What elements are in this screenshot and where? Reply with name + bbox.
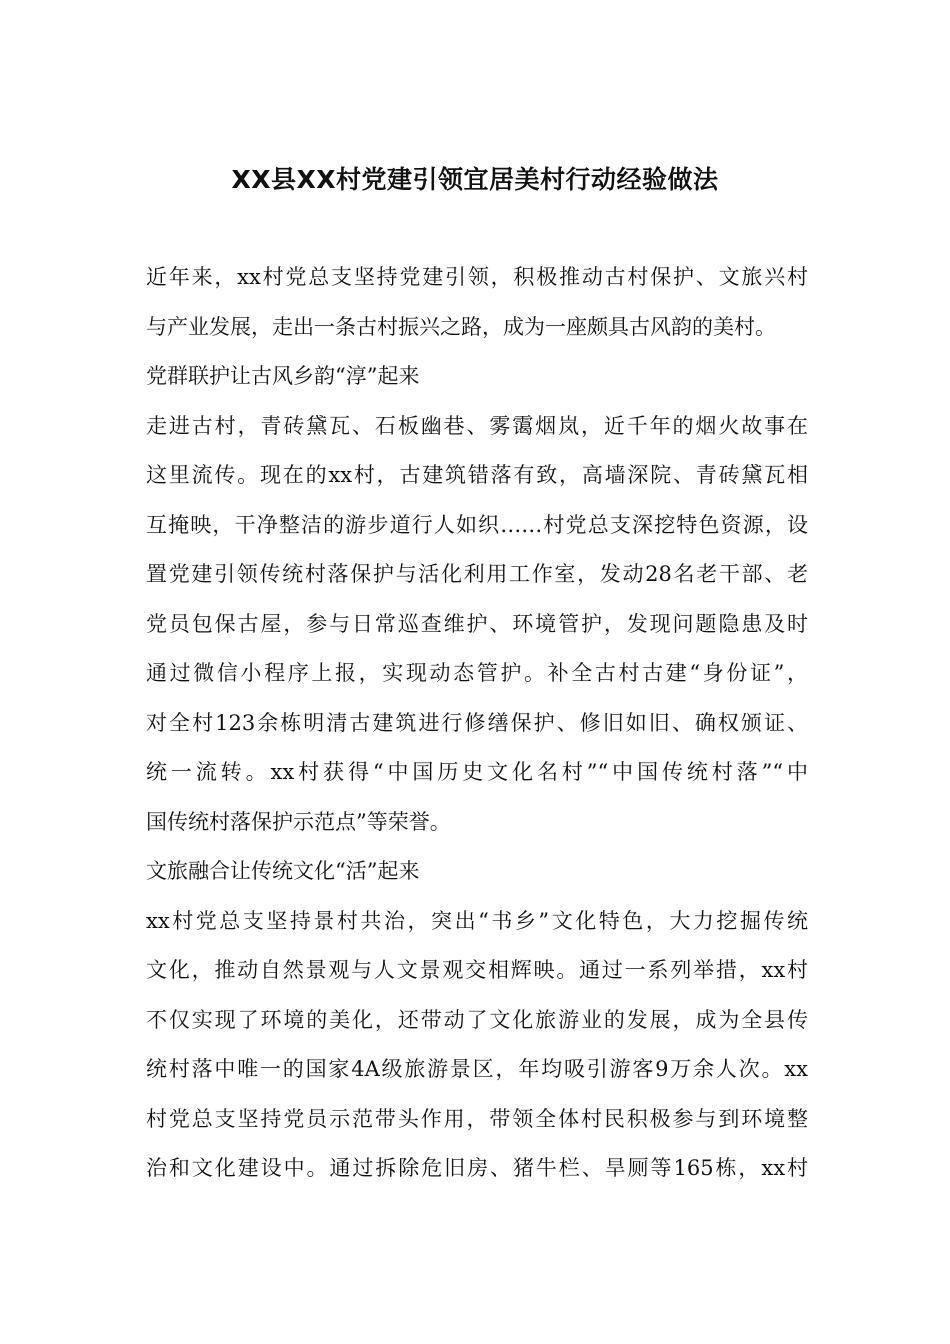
section-heading: 文旅融合让传统文化“活”起来 <box>146 859 420 883</box>
paragraph-line: 治和文化建设中。通过拆除危旧房、猪牛栏、旱厕等165栋，xx村 <box>146 1156 808 1180</box>
paragraph-line: xx村党总支坚持景村共治，突出“书乡”文化特色，大力挖掘传统 <box>146 908 808 933</box>
paragraph-line: 置党建引领传统村落保护与活化利用工作室，发动28名老干部、老 <box>146 562 808 586</box>
document-body <box>146 253 808 1194</box>
paragraph-line: 党员包保古屋，参与日常巡查维护、环境管护，发现问题隐患及时 <box>146 611 808 636</box>
section-heading: 党群联护让古风乡韵“淳”起来 <box>146 364 420 388</box>
paragraph-line: 对全村123余栋明清古建筑进行修缮保护、修旧如旧、确权颁证、 <box>146 710 808 735</box>
paragraph-line: 国传统村落保护示范点”等荣誉。 <box>146 809 451 834</box>
paragraph-line: 统一流转。xx村获得“中国历史文化名村”“中国传统村落”“中 <box>146 760 808 784</box>
paragraph-line: 互掩映，干净整洁的游步道行人如织……村党总支深挖特色资源，设 <box>146 512 808 537</box>
paragraph-line: 不仅实现了环境的美化，还带动了文化旅游业的发展，成为全县传 <box>146 1007 808 1032</box>
paragraph-line: 这里流传。现在的xx村，古建筑错落有致，高墙深院、青砖黛瓦相 <box>146 463 808 487</box>
document-title: XX县XX村党建引领宜居美村行动经验做法 <box>231 165 719 194</box>
intro-line: 近年来，xx村党总支坚持党建引领，积极推动古村保护、文旅兴村 <box>146 265 808 289</box>
paragraph-line: 通过微信小程序上报，实现动态管护。补全古村古建“身份证”， <box>146 661 808 685</box>
paragraph-line: 走进古村，青砖黛瓦、石板幽巷、雾霭烟岚，近千年的烟火故事在 <box>146 413 808 438</box>
paragraph-line: 村党总支坚持党员示范带头作用，带领全体村民积极参与到环境整 <box>146 1106 808 1131</box>
paragraph-line: 统村落中唯一的国家4A级旅游景区，年均吸引游客9万余人次。xx <box>146 1057 808 1081</box>
intro-line: 与产业发展，走出一条古村振兴之路，成为一座颇具古风韵的美村。 <box>146 314 776 339</box>
paragraph-line: 文化，推动自然景观与人文景观交相辉映。通过一系列举措，xx村 <box>146 958 808 982</box>
